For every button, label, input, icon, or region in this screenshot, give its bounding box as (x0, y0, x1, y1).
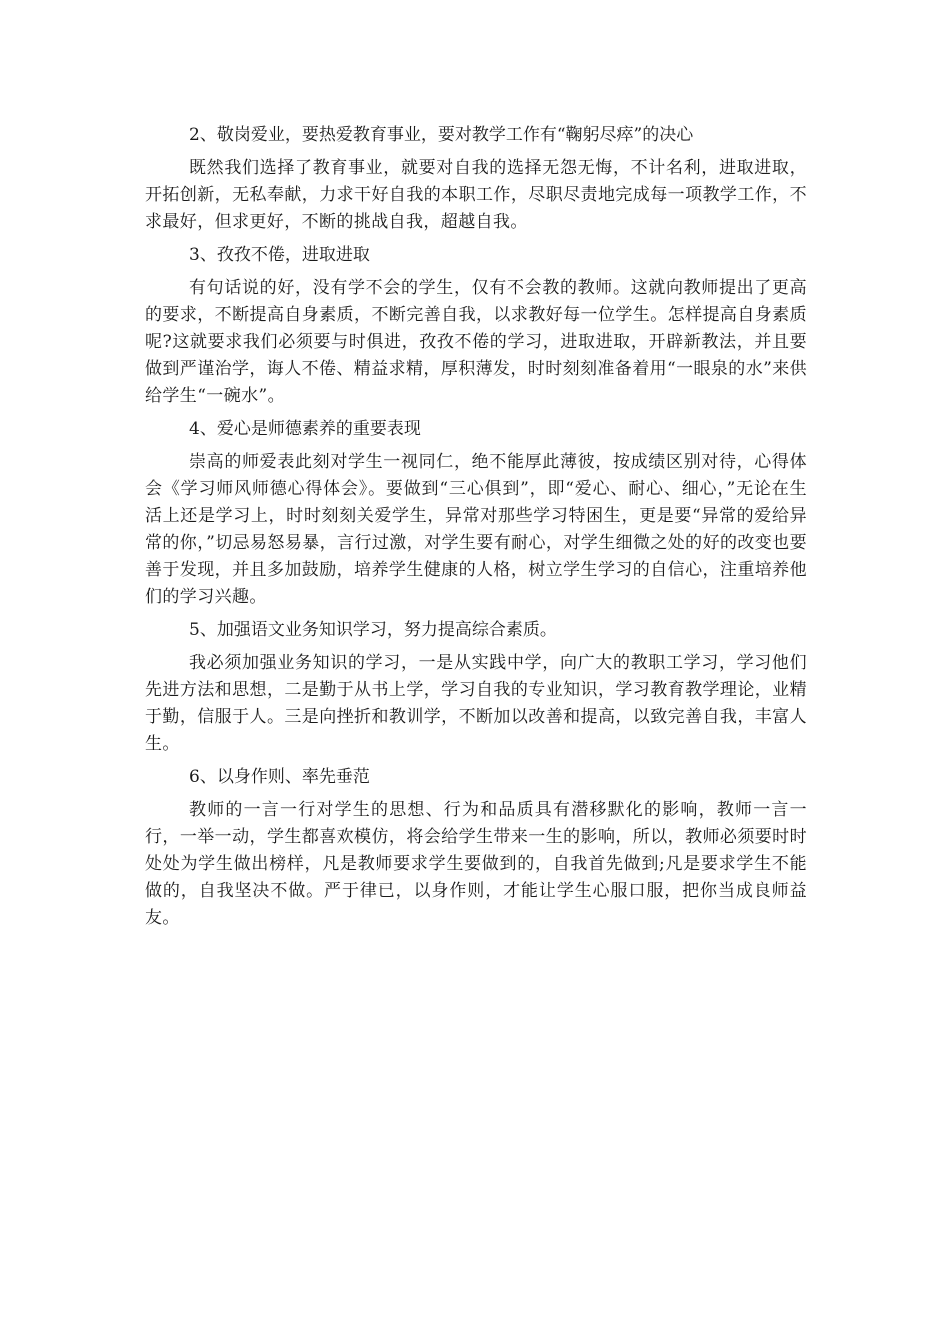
section-heading-5: 5、加强语文业务知识学习，努力提高综合素质。 (189, 620, 557, 640)
section-body-4: 崇高的师爱表此刻对学生一视同仁，绝不能厚此薄彼，按成绩区别对待，心得体会《学习师风师德心得体会》。要做到“三心俱到”，即“爱心、耐心、细心，”无论在生活上还是学习上，时时刻刻关爱学生，异常对那些学习特困生，更是要“异常的爱给异常的你，”切忌易怒易暴，言行过激，对学生要有耐心，对学生细微之处的好的改变也要善于发现，并且多加鼓励，培养学生健康的人格，树立学生学习的自信心，注重培养他们的学习兴趣。 (145, 452, 807, 607)
section-heading-4: 4、爱心是师德素养的重要表现 (189, 419, 421, 439)
section-body-5: 我必须加强业务知识的学习，一是从实践中学，向广大的教职工学习，学习他们先进方法和思想，二是勤于从书上学，学习自我的专业知识，学习教育教学理论，业精于勤，信服于人。三是向挫折和教训学，不断加以改善和提高，以致完善自我，丰富人生。 (145, 653, 807, 754)
section-heading-3: 3、孜孜不倦，进取进取 (189, 245, 370, 265)
section-heading-2: 2、敬岗爱业，要热爱教育事业，要对教学工作有“鞠躬尽瘁”的决心 (189, 125, 694, 145)
section-body-2: 既然我们选择了教育事业，就要对自我的选择无怨无悔，不计名利，进取进取，开拓创新，无私奉献，力求干好自我的本职工作，尽职尽责地完成每一项教学工作，不求最好，但求更好，不断的挑战自我，超越自我。 (145, 158, 807, 232)
section-body-6: 教师的一言一行对学生的思想、行为和品质具有潜移默化的影响，教师一言一行，一举一动，学生都喜欢模仿，将会给学生带来一生的影响，所以，教师必须要时时处处为学生做出榜样，凡是教师要求学生要做到的，自我首先做到;凡是要求学生不能做的，自我坚决不做。严于律已，以身作则，才能让学生心服口服，把你当成良师益友。 (145, 800, 807, 928)
section-heading-6: 6、以身作则、率先垂范 (189, 767, 370, 787)
section-body-3: 有句话说的好，没有学不会的学生，仅有不会教的教师。这就向教师提出了更高的要求，不断提高自身素质，不断完善自我，以求教好每一位学生。怎样提高自身素质呢?这就要求我们必须要与时俱进，孜孜不倦的学习，进取进取，开辟新教法，并且要做到严谨治学，诲人不倦、精益求精，厚积薄发，时时刻刻准备着用“一眼泉的水”来供给学生“一碗水”。 (145, 278, 807, 406)
document-page (145, 122, 807, 938)
